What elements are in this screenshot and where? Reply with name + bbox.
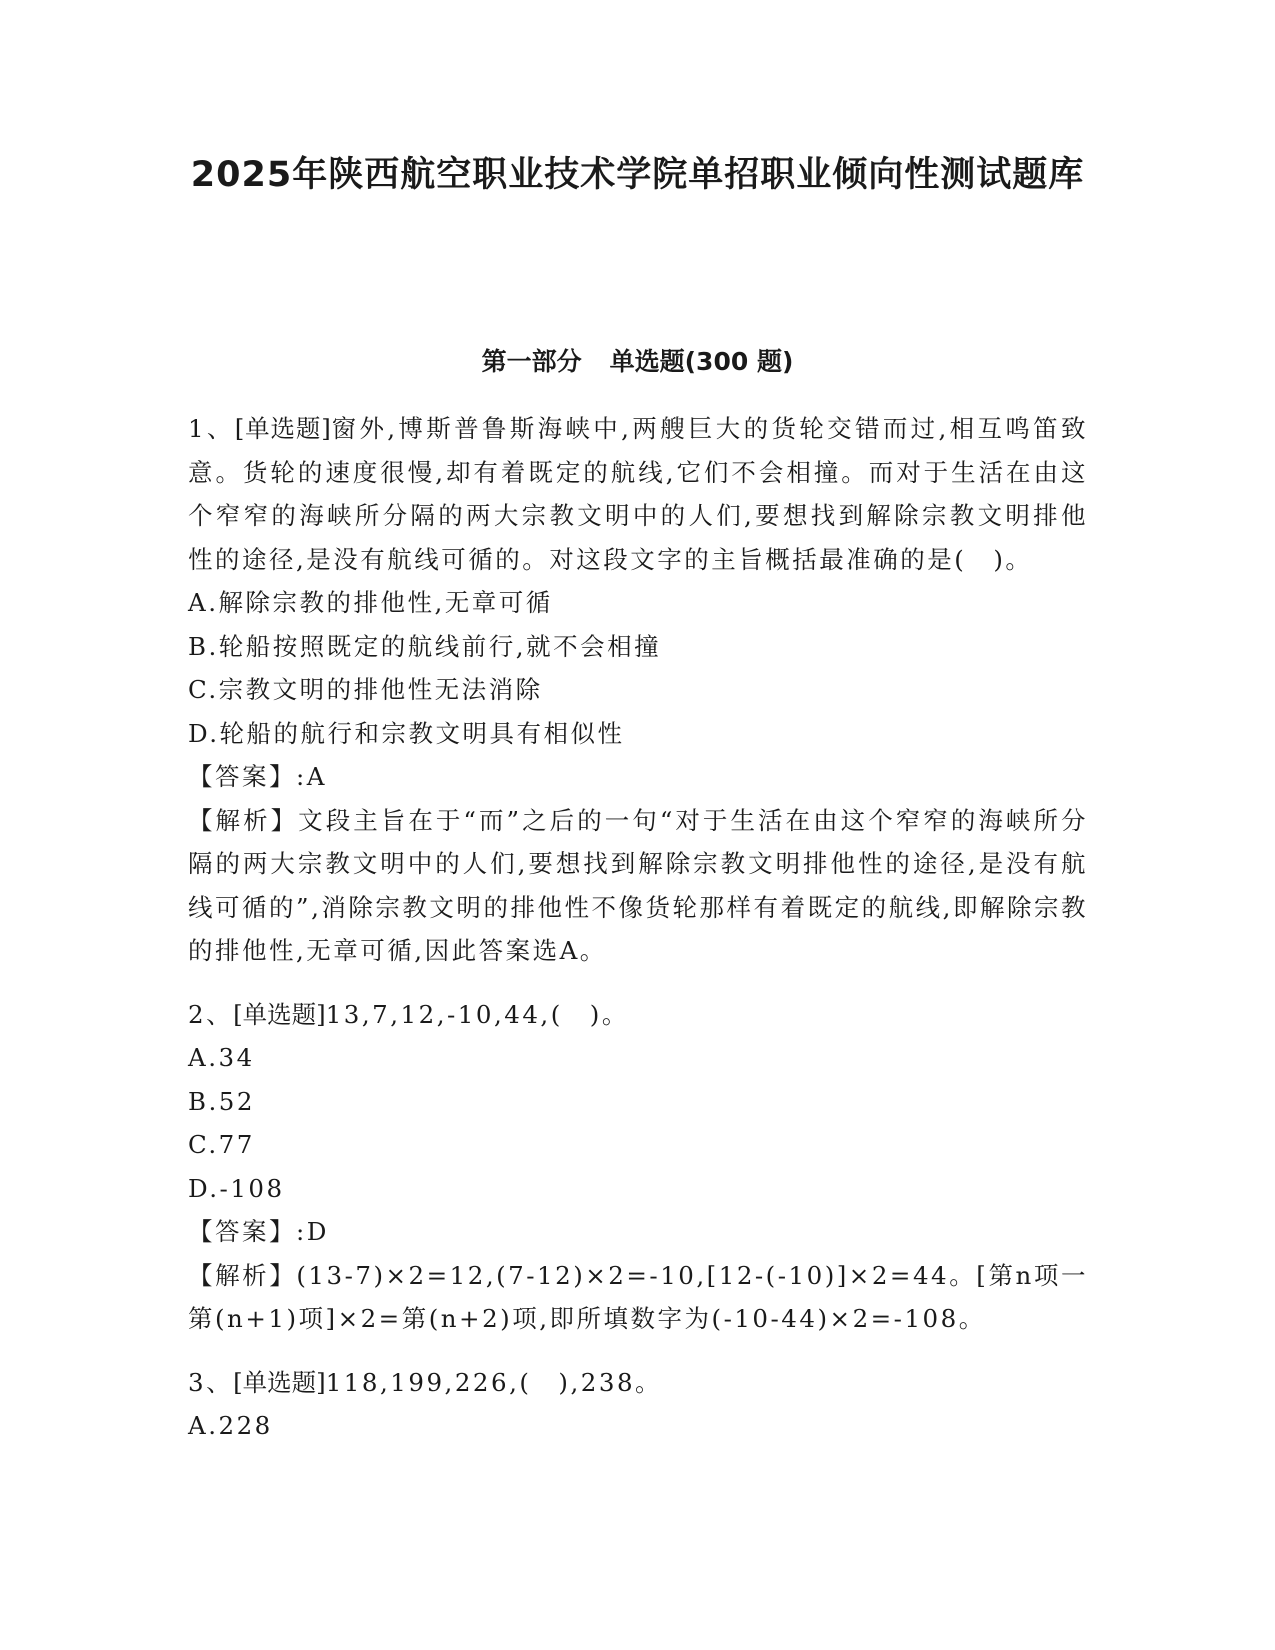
question-3 <box>188 1361 1088 1448</box>
question-stem-text: 13,7,12,-10,44,( )。 <box>325 999 629 1029</box>
question-number: 2、 <box>188 999 234 1029</box>
option-c: C.宗教文明的排他性无法消除 <box>188 675 543 704</box>
question-stem <box>188 407 1088 581</box>
answer-value: :D <box>296 1217 329 1246</box>
analysis-line <box>188 799 1088 973</box>
option-d: D.轮船的航行和宗教文明具有相似性 <box>188 718 625 748</box>
question-stem-text: 窗外,博斯普鲁斯海峡中,两艘巨大的货轮交错而过,相互鸣笛致意。货轮的速度很慢,却有着既定的航线,它们不会相撞。而对于生活在由这个窄窄的海峡所分隔的两大宗教文明中的人们,要想找到解除宗教文明排他性的途径,是没有航线可循的。对这段文字的主旨概括最准确的是( )。 <box>188 414 1088 574</box>
option-c: C.77 <box>188 1130 255 1159</box>
option-a: A.34 <box>188 1043 255 1072</box>
option-a: A.228 <box>188 1411 273 1440</box>
option-b: B.52 <box>188 1086 255 1116</box>
analysis-label: 【解析】 <box>188 1260 297 1290</box>
analysis-line <box>188 1254 1088 1341</box>
answer-line <box>188 1210 1088 1254</box>
answer-label: 【答案】 <box>188 1217 296 1246</box>
section-name: 单选题(300 题) <box>609 347 794 376</box>
question-stem <box>188 1361 1088 1405</box>
question-number: 3、 <box>188 1367 234 1397</box>
option-a: A.解除宗教的排他性,无章可循 <box>188 588 553 617</box>
question-stem-text: 118,199,226,( ),238。 <box>325 1367 663 1397</box>
analysis-label: 【解析】 <box>188 805 299 835</box>
section-part: 第一部分 <box>481 347 582 376</box>
question-2 <box>188 993 1088 1341</box>
question-stem <box>188 993 1088 1037</box>
option-b: B.轮船按照既定的航线前行,就不会相撞 <box>188 631 662 661</box>
section-heading <box>150 344 1125 380</box>
question-1 <box>188 407 1088 973</box>
answer-line <box>188 755 1088 799</box>
question-type-tag: [单选题] <box>233 1367 326 1397</box>
option-d: D.-108 <box>188 1173 285 1203</box>
question-number: 1、 <box>188 414 235 443</box>
question-type-tag: [单选题] <box>233 999 326 1029</box>
answer-label: 【答案】 <box>188 762 296 791</box>
answer-value: :A <box>296 762 327 791</box>
question-type-tag: [单选题] <box>234 414 331 443</box>
question-list <box>188 407 1088 1468</box>
document-title: 2025年陕西航空职业技术学院单招职业倾向性测试题库 <box>190 155 1085 195</box>
analysis-text: 文段主旨在于“而”之后的一句“对于生活在由这个窄窄的海峡所分隔的两大宗教文明中的人们,要想找到解除宗教文明排他性的途径,是没有航线可循的”,消除宗教文明的排他性不像货轮那样有着既定的航线,即解除宗教的排他性,无章可循,因此答案选A。 <box>188 805 1088 965</box>
analysis-text: (13-7)×2=12,(7-12)×2=-10,[12-(-10)]×2=44。[第n项一第(n+1)项]×2=第(n+2)项,即所填数字为(-10-44)×2=-108。 <box>188 1260 1088 1333</box>
